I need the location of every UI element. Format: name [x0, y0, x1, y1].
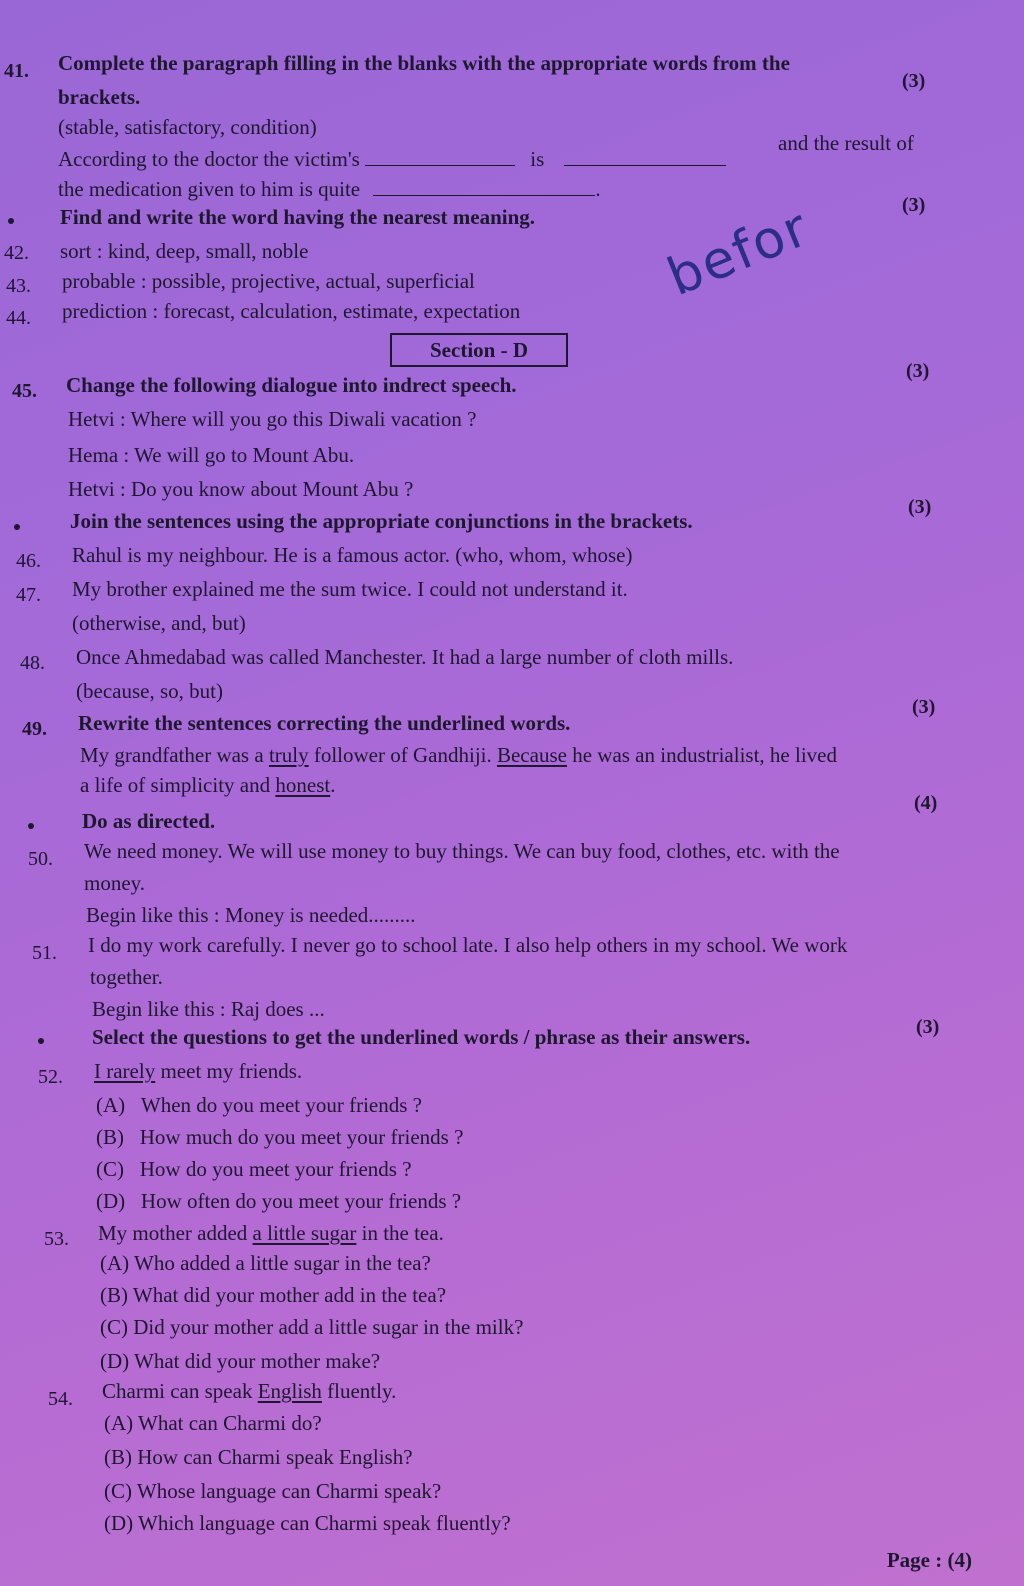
bullet — [38, 1038, 44, 1044]
synonym-instruction: Find and write the word having the nearest meaning. — [60, 205, 536, 229]
question-number: 43. — [6, 275, 31, 297]
conjunction-instruction: Join the sentences using the appropriate conjunctions in the brackets. — [70, 509, 693, 533]
dialogue-line: Hetvi : Do you know about Mount Abu ? — [68, 477, 414, 501]
question-47: My brother explained me the sum twice. I could not understand it. — [72, 577, 628, 601]
blank-1 — [365, 147, 515, 166]
question-51-begin: Begin like this : Raj does ... — [92, 997, 325, 1021]
fill-line-1: According to the doctor the victim's is — [58, 146, 726, 172]
option-d: (D) Which language can Charmi speak fluently? — [104, 1511, 511, 1535]
question-46: Rahul is my neighbour. He is a famous actor. (who, whom, whose) — [72, 543, 633, 567]
option-d: (D) How often do you meet your friends ? — [96, 1189, 462, 1213]
section-heading: Section - D — [390, 333, 568, 367]
fill-line-2: the medication given to him is quite . — [58, 177, 601, 201]
question-42: sort : kind, deep, small, noble — [60, 239, 309, 263]
question-41-title-cont: brackets. — [58, 85, 141, 109]
question-52: I rarely meet my friends. — [94, 1059, 303, 1083]
question-number: 47. — [16, 584, 41, 606]
option-b: (B) How can Charmi speak English? — [104, 1445, 413, 1469]
page-number: Page : (4) — [886, 1548, 972, 1572]
option-c: (C) How do you meet your friends ? — [96, 1157, 412, 1181]
dialogue-line: Hetvi : Where will you go this Diwali vacation ? — [68, 407, 477, 431]
question-48-options: (because, so, but) — [76, 679, 223, 703]
question-number: 46. — [16, 550, 41, 572]
question-41-title: Complete the paragraph filling in the blanks with the appropriate words from the — [58, 51, 790, 75]
question-48: Once Ahmedabad was called Manchester. It had a large number of cloth mills. — [76, 645, 734, 669]
bullet — [8, 218, 14, 224]
question-51: I do my work carefully. I never go to school late. I also help others in my school. We work — [88, 933, 848, 957]
option-a: (A) Who added a little sugar in the tea? — [100, 1251, 431, 1275]
option-b: (B) What did your mother add in the tea? — [100, 1283, 447, 1307]
question-47-options: (otherwise, and, but) — [72, 611, 246, 635]
question-number: 52. — [38, 1066, 63, 1088]
directed-instruction: Do as directed. — [82, 809, 216, 833]
question-43: probable : possible, projective, actual, superficial — [62, 269, 475, 293]
question-number: 42. — [4, 242, 29, 264]
question-50-begin: Begin like this : Money is needed......... — [86, 903, 416, 927]
question-number: 41. — [4, 60, 29, 82]
question-53: My mother added a little sugar in the tea. — [98, 1221, 444, 1245]
fill-line-1-end: and the result of — [778, 131, 914, 155]
question-number: 53. — [44, 1228, 69, 1250]
option-c: (C) Did your mother add a little sugar in the milk? — [100, 1315, 524, 1339]
question-number: 45. — [12, 380, 37, 402]
question-54: Charmi can speak English fluently. — [102, 1379, 397, 1403]
question-49-line1: My grandfather was a truly follower of Gandhiji. Because he was an industrialist, he lived — [80, 743, 837, 767]
option-b: (B) How much do you meet your friends ? — [96, 1125, 464, 1149]
question-50-cont: money. — [84, 871, 146, 895]
question-50: We need money. We will use money to buy things. We can buy food, clothes, etc. with the — [84, 839, 840, 863]
bullet — [28, 823, 34, 829]
option-a: (A) When do you meet your friends ? — [96, 1093, 422, 1117]
marks-label: (4) — [914, 792, 938, 814]
marks-label: (3) — [902, 194, 926, 216]
question-number: 48. — [20, 652, 45, 674]
question-number: 50. — [28, 848, 53, 870]
marks-label: (3) — [912, 696, 936, 718]
marks-label: (3) — [916, 1016, 940, 1038]
question-51-cont: together. — [90, 965, 163, 989]
select-instruction: Select the questions to get the underlined words / phrase as their answers. — [92, 1025, 751, 1049]
dialogue-line: Hema : We will go to Mount Abu. — [68, 443, 355, 467]
marks-label: (3) — [908, 496, 932, 518]
question-45-title: Change the following dialogue into indrect speech. — [66, 373, 517, 397]
option-a: (A) What can Charmi do? — [104, 1411, 322, 1435]
question-number: 49. — [22, 718, 47, 740]
question-number: 51. — [32, 942, 57, 964]
question-44: prediction : forecast, calculation, estimate, expectation — [62, 299, 521, 323]
blank-3 — [373, 177, 595, 196]
option-d: (D) What did your mother make? — [100, 1349, 381, 1373]
question-49-title: Rewrite the sentences correcting the underlined words. — [78, 711, 571, 735]
handwritten-annotation: befor — [659, 197, 818, 308]
blank-2 — [564, 147, 726, 166]
question-number: 44. — [6, 307, 31, 329]
question-number: 54. — [48, 1388, 73, 1410]
marks-label: (3) — [902, 70, 926, 92]
word-options: (stable, satisfactory, condition) — [58, 115, 317, 139]
option-c: (C) Whose language can Charmi speak? — [104, 1479, 442, 1503]
marks-label: (3) — [906, 360, 930, 382]
bullet — [14, 524, 20, 530]
question-49-line2: a life of simplicity and honest. — [80, 773, 336, 797]
